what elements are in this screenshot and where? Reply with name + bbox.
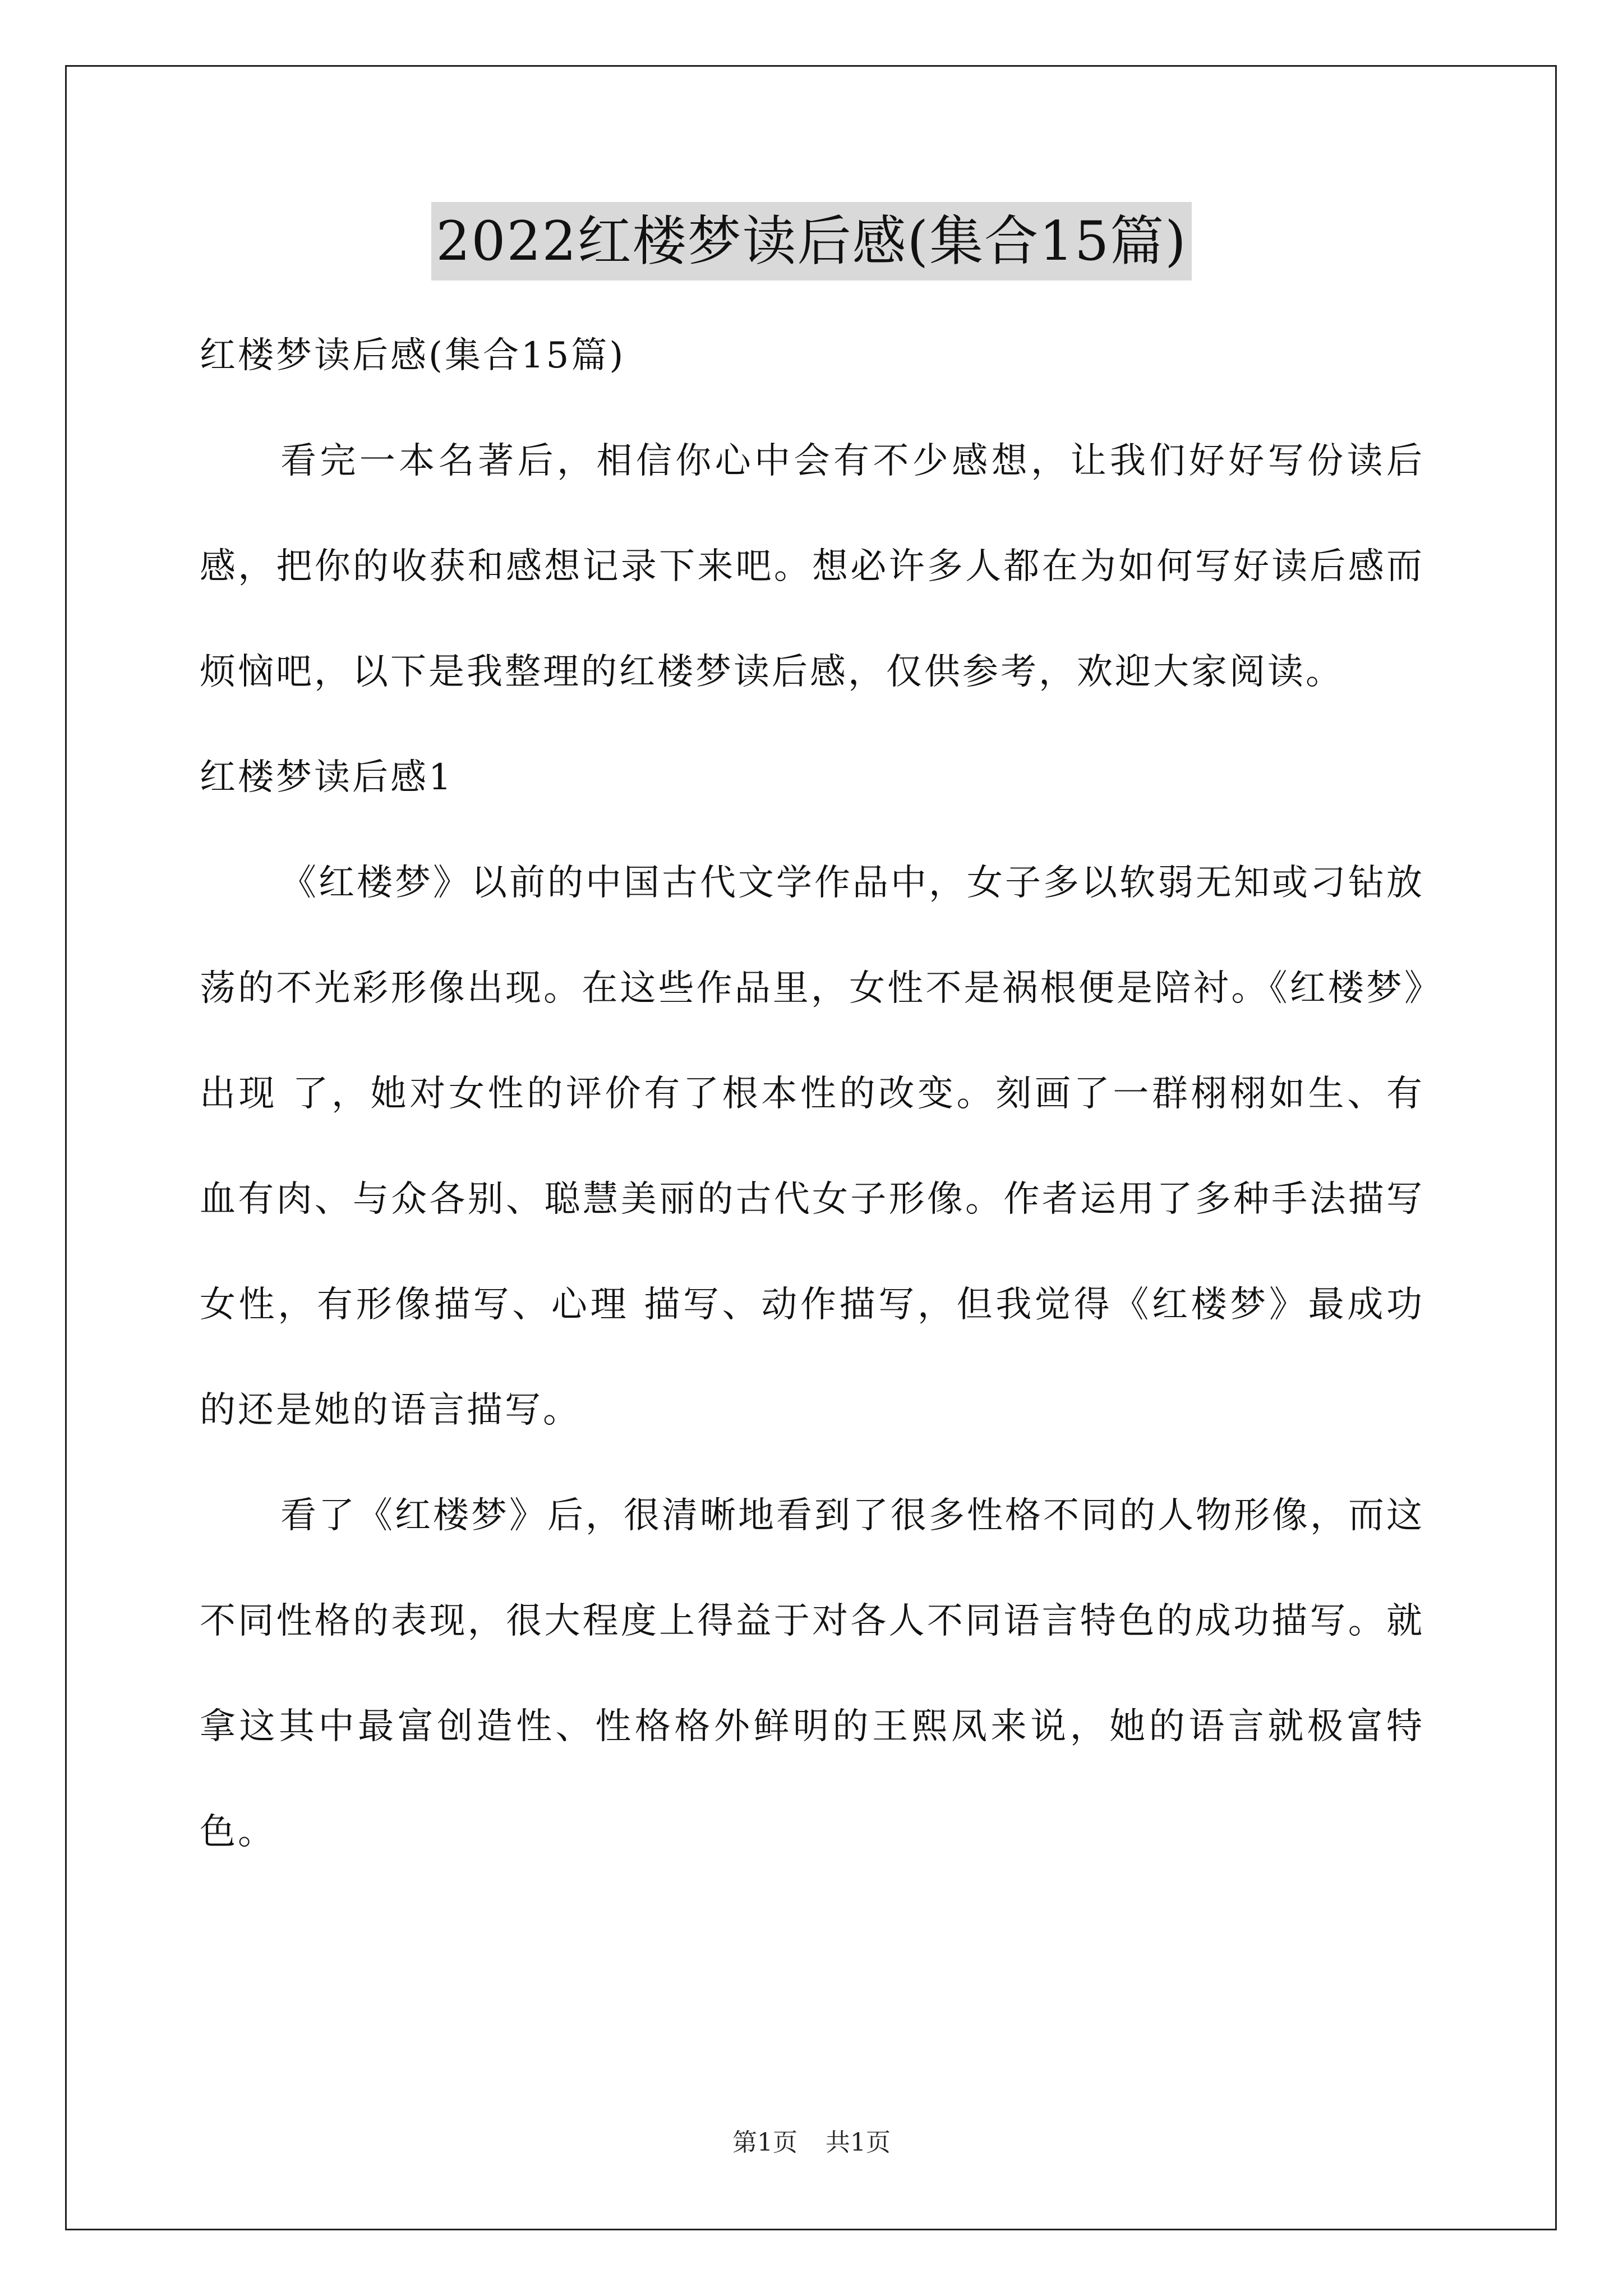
document-title: 2022红楼梦读后感(集合15篇): [431, 202, 1191, 280]
paragraph: 《红楼梦》以前的中国古代文学作品中，女子多以软弱无知或刁钻放荡的不光彩形像出现。在这些作品里，女性不是祸根便是陪衬。《红楼梦》出现 了，她对女性的评价有了根本性的改变。刻画了一群栩栩如生、有血有肉、与众各别、聪慧美丽的古代女子形像。作者运用了多种手法描写女性，有形像描写、心理 描写、动作描写，但我觉得《红楼梦》最成功的还是她的语言描写。: [200, 862, 1424, 1431]
paragraph-subtitle: 红楼梦读后感(集合15篇): [200, 335, 626, 376]
paragraph-intro: 看完一本名著后，相信你心中会有不少感想，让我们好好写份读后感，把你的收获和感想记录下来吧。想必许多人都在为如何写好读后感而烦恼吧，以下是我整理的红楼梦读后感，仅供参考，欢迎大家阅读。: [200, 440, 1424, 693]
page-total: 共1页: [826, 2128, 891, 2157]
section-heading: 红楼梦读后感1: [200, 757, 454, 798]
title-container: [0, 202, 1623, 280]
document-body: [200, 303, 1424, 1885]
paragraph: 看了《红楼梦》后，很清晰地看到了很多性格不同的人物形像，而这不同性格的表现，很大程度上得益于对各人不同语言特色的成功描写。就拿这其中最富创造性、性格格外鲜明的王熙凤来说，她的语言就极富特色。: [200, 1495, 1424, 1853]
page-number: 第1页: [732, 2128, 797, 2157]
page-footer: [0, 2126, 1623, 2160]
